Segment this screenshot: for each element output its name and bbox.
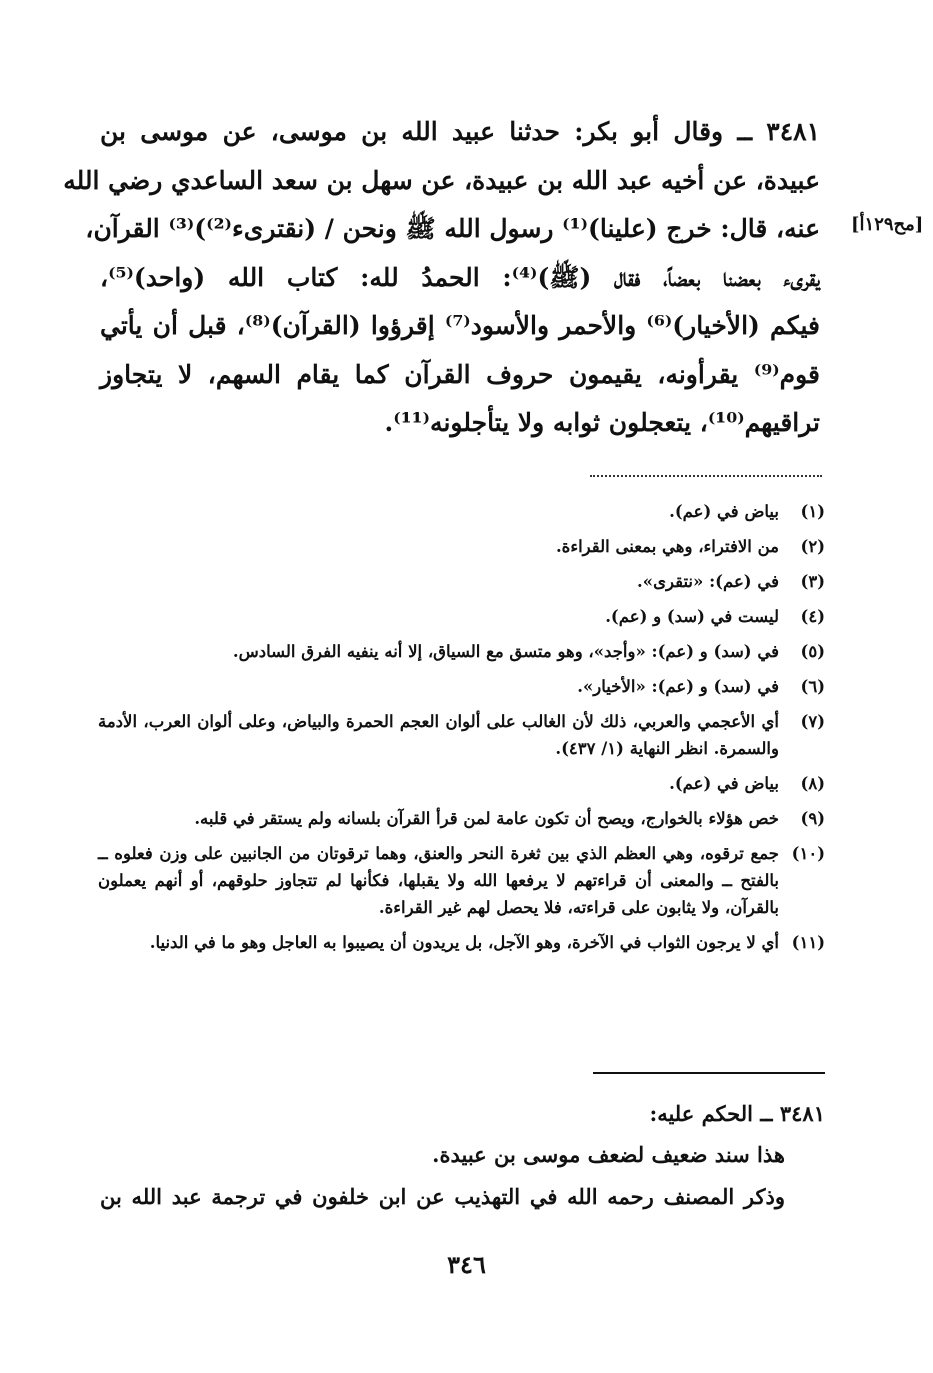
footnote-number: (١١) [791,933,825,952]
footnote-number: (٢) [800,537,825,556]
hadith-line: يقرىء بعضنا بعضاً، فقال (ﷺ)⁽⁴⁾: الحمدُ لله: كتاب الله (واحد)⁽⁵⁾، [100,262,820,292]
footnote-text: في (سد) و (عم): «وأجد»، وهو متسق مع السياق، إلا أنه ينفيه الفرق السادس. [232,642,779,661]
manuscript-margin-note: [مح١٢٩أ] [851,214,924,235]
footnote [98,929,825,956]
footnote-text: أي الأعجمي والعربي، ذلك لأن الغالب على ألوان العجم الحمرة والبياض، وعلى ألوان العرب، الأدمة والسمرة. انظر النهاية (١/ ٤٣٧). [98,712,779,758]
footnote [98,533,825,560]
footnote-text: في (عم): «نتقرى». [637,572,779,591]
footnote-text: في (سد) و (عم): «الأخيار». [577,677,779,696]
footnote [98,603,825,630]
ruling-section [100,1094,825,1218]
hadith-text [63,108,820,448]
page-number: ٣٤٦ [447,1250,486,1279]
footnote [98,568,825,595]
hadith-line: قوم⁽⁹⁾ يقرأونه، يقيمون حروف القرآن كما يقام السهم، لا يتجاوز [100,359,820,389]
footnote-number: (٤) [800,607,825,626]
footnotes [98,498,825,964]
footnote-number: (١٠) [791,844,825,863]
footnote [98,638,825,665]
hadith-line: عبيدة، عن أخيه عبد الله بن عبيدة، عن سهل بن سعد الساعدي رضي الله [63,165,820,195]
footnote-number: (٣) [800,572,825,591]
footnote-text: خص هؤلاء بالخوارج، ويصح أن تكون عامة لمن قرأ القرآن بلسانه ولم يستقر في قلبه. [194,809,779,828]
footnote-number: (١) [800,502,825,521]
section-rule [593,1072,825,1074]
footnote-text: جمع ترقوه، وهي العظم الذي بين ثغرة النحر والعنق، وهما ترقوتان من الجانبين على وزن فعلوه ــ بالفتح ــ والمعنى أن قراءتهم لا يرفعها الله ولا يقبلها، فكأنها لم تتجاوز حلوقهم، أو أنهم يعملون بالقرآن، ولا يثابون على قراءته، فلا يحصل لهم غير القراءة. [98,844,779,917]
footnote-number: (٧) [800,712,825,731]
footnote [98,498,825,525]
footnote-number: (٩) [800,809,825,828]
ruling-heading: ٣٤٨١ ــ الحكم عليه: [649,1101,825,1126]
hadith-line: تراقيهم⁽¹⁰⁾، يتعجلون ثوابه ولا يتأجلونه⁽¹¹⁾. [384,408,820,437]
footnote [98,708,825,762]
footnote-text: بياض في (عم). [669,502,779,521]
footnote-number: (٨) [800,774,825,793]
footnote-separator [590,475,822,479]
footnote-text: أي لا يرجون الثواب في الآخرة، وهو الآجل، بل يريدون أن يصيبوا به العاجل وهو ما في الدنيا. [149,933,779,952]
hadith-line: عنه، قال: خرج (علينا)⁽¹⁾ رسول الله ﷺ ونحن / (نقترىء⁽²⁾)⁽³⁾ القرآن، [85,214,820,243]
hadith-line: ٣٤٨١ ــ وقال أبو بكر: حدثنا عبيد الله بن موسى، عن موسى بن [100,117,820,146]
footnote-text: ليست في (سد) و (عم). [605,607,779,626]
footnote-text: بياض في (عم). [669,774,779,793]
footnote [98,840,825,921]
footnote [98,770,825,797]
footnote [98,673,825,700]
footnote-number: (٥) [800,642,825,661]
ruling-line: هذا سند ضعيف لضعف موسى بن عبيدة. [432,1142,785,1167]
footnote-number: (٦) [800,677,825,696]
hadith-line: فيكم (الأخيار)⁽⁶⁾ والأحمر والأسود⁽⁷⁾ إقرؤوا (القرآن)⁽⁸⁾، قبل أن يأتي [100,311,820,340]
footnote [98,805,825,832]
ruling-line: وذكر المصنف رحمه الله في التهذيب عن ابن خلفون في ترجمة عبد الله بن [100,1184,785,1209]
footnote-text: من الافتراء، وهي بمعنى القراءة. [555,537,779,556]
